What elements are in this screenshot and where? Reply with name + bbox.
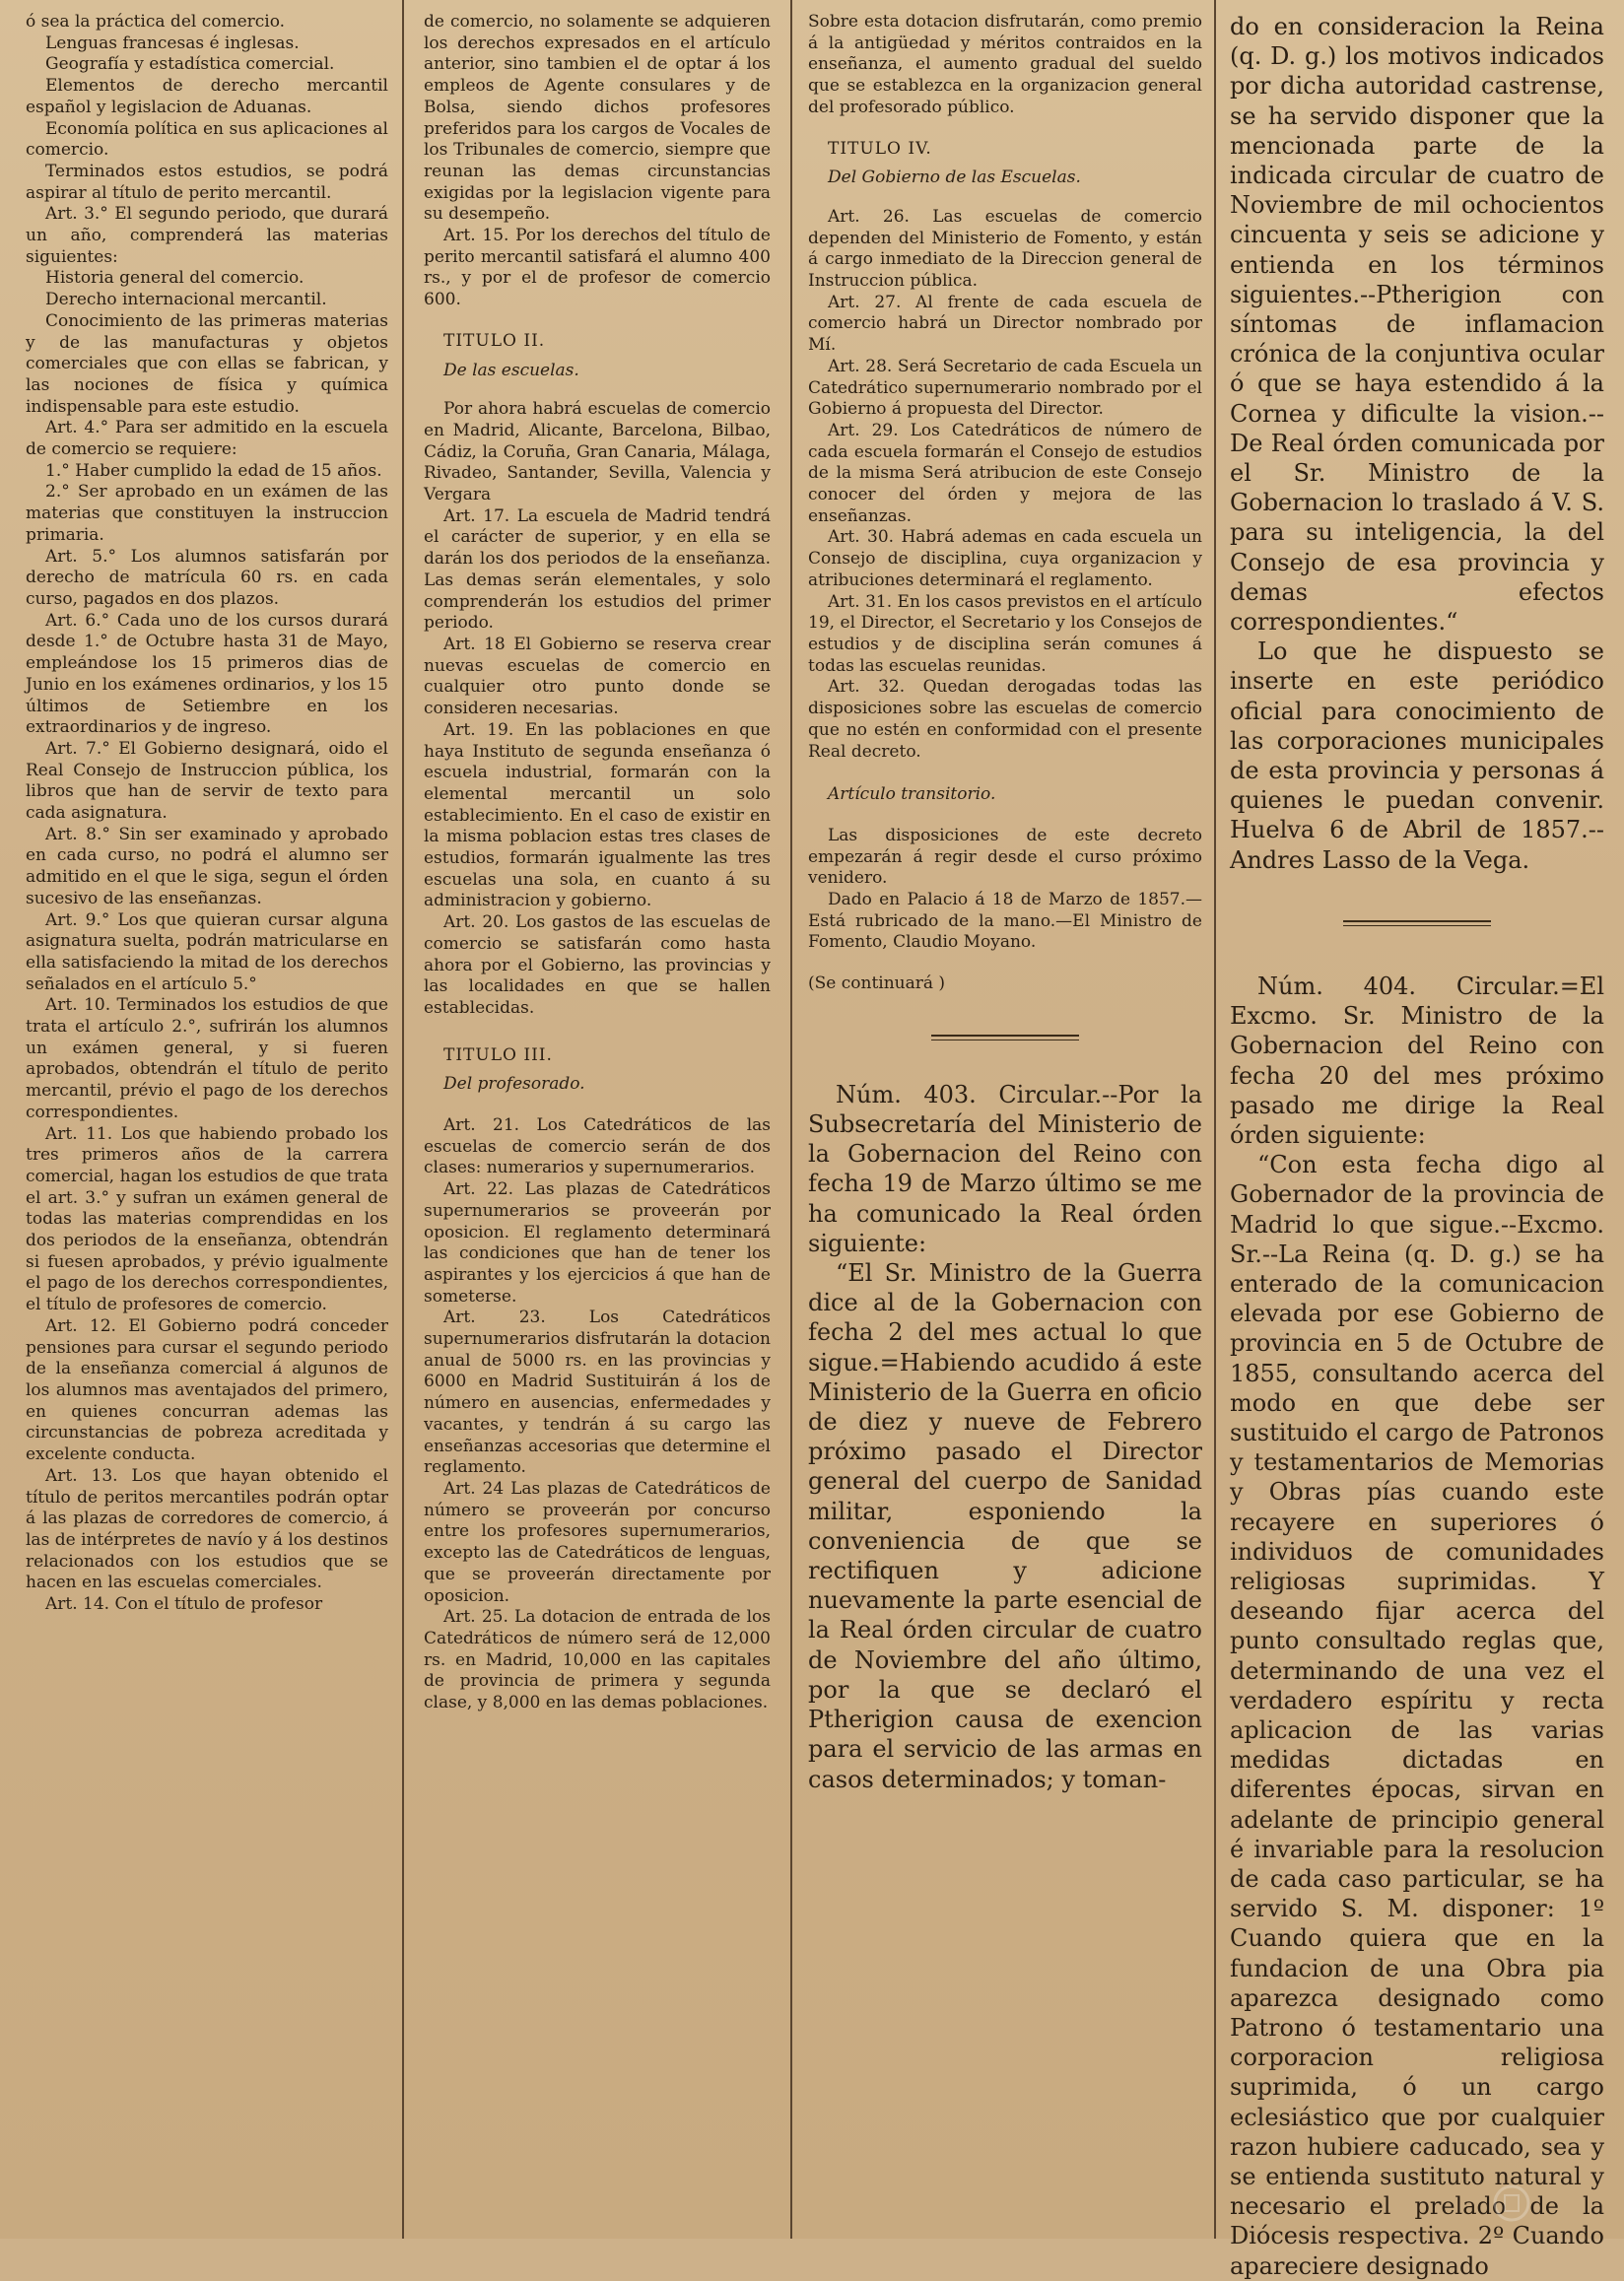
article: Art. 11. Los que habiendo probado los tres primeros años de la carrera comercial, hagan los estudios de que trata el art. 3.° y sufran un exámen general de todas las materias comprendidas en los dos periodos de la enseñanza, obtendrán si fuesen aprobados, y prévio igualmente el pago de los derechos correspondientes, el título de profesores de comercio.	[26, 1123, 388, 1315]
article: Art. 5.° Los alumnos satisfarán por derecho de matrícula 60 rs. en cada curso, pagados en dos plazos.	[26, 546, 388, 609]
section-subtitle: Del profesorado.	[443, 1074, 585, 1095]
section-subtitle: Del Gobierno de las Escuelas.	[828, 168, 1081, 188]
section-title: TITULO II.	[443, 330, 546, 351]
circular-paragraph: do en consideracion la Reina (q. D. g.) los motivos indicados por dicha autoridad castrense, se ha servido disponer que la mencionada parte de la indicada circular de cuatro de Noviembre de mil ochocientos cincuenta y seis se adicione y entienda en los términos siguientes.--Ptherigion con síntomas de inflamacion crónica de la conjuntiva ocular ó que se haya estendido á la Cornea y dificulte la vision.-- De Real órden comunicada por el Sr. Ministro de la Gobernacion lo traslado á V. S. para su inteligencia, la del Consejo de esa provincia y demas efectos correspondientes.“	[1230, 13, 1604, 637]
article: Art. 7.° El Gobierno designará, oido el Real Consejo de Instruccion pública, los libros que han de servir de texto para cada asignatura.	[26, 738, 388, 824]
article: Art. 3.° El segundo periodo, que durará un año, comprenderá las materias siguientes:	[26, 204, 388, 267]
watermark-icon	[1492, 2183, 1531, 2223]
paragraph: Terminados estos estudios, se podrá aspirar al título de perito mercantil.	[26, 161, 388, 203]
paragraph: Sobre esta dotacion disfrutarán, como premio á la antigüedad y méritos contraidos en la enseñanza, el aumento gradual del sueldo que se establezca en la organizacion general del profesorado público.	[808, 12, 1202, 117]
section-subtitle: De las escuelas.	[443, 360, 579, 380]
article: Art. 6.° Cada uno de los cursos durará desde 1.° de Octubre hasta 31 de Mayo, empleándose los 15 primeros dias de Junio en los exámenes ordinarios, y los 15 últimos de Setiembre en los extraordinarios y de ingreso.	[26, 610, 388, 738]
article: Art. 20. Los gastos de las escuelas de comercio se satisfarán como hasta ahora por el Gobierno, las provincias y las localidades en que se hallen establecidas.	[424, 912, 771, 1018]
article: Art. 30. Habrá ademas en cada escuela un Consejo de disciplina, cuya organizacion y atribuciones determinará el reglamento.	[808, 527, 1202, 590]
column-1	[26, 12, 388, 2229]
paragraph: Historia general del comercio.	[45, 268, 304, 289]
article: Art. 22. Las plazas de Catedráticos supernumerarios se proveerán por oposicion. El reglamento determinará las condiciones que han de tener los aspirantes y los ejercicios á que han de someterse.	[424, 1179, 771, 1307]
circular-paragraph: Lo que he dispuesto se inserte en este periódico oficial para conocimiento de las corporaciones municipales de esta provincia y personas á quienes le puedan convenir. Huelva 6 de Abril de 1857.--Andres Lasso de la Vega.	[1230, 637, 1604, 874]
paragraph: Lenguas francesas é inglesas.	[45, 33, 300, 53]
section-subtitle: Artículo transitorio.	[828, 784, 996, 805]
paragraph: Elementos de derecho mercantil español y legislacion de Aduanas.	[26, 76, 388, 117]
article: Art. 13. Los que hayan obtenido el título de peritos mercantiles podrán optar á las plazas de corredores de comercio, á las de intérpretes de navío y á los destinos relacionados con los estudios que se hacen en las escuelas comerciales.	[26, 1465, 388, 1593]
article: Art. 32. Quedan derogadas todas las disposiciones sobre las escuelas de comercio que no estén en conformidad con el presente Real decreto.	[808, 677, 1202, 762]
paragraph: Por ahora habrá escuelas de comercio en Madrid, Alicante, Barcelona, Bilbao, Cádiz, la Coruña, Gran Canaria, Málaga, Rivadeo, Santander, Sevilla, Valencia y Vergara	[424, 399, 771, 505]
article: Art. 8.° Sin ser examinado y aprobado en cada curso, no podrá el alumno ser admitido en el que le siga, segun el órden sucesivo de las enseñanzas.	[26, 824, 388, 908]
article: Art. 21. Los Catedráticos de las escuelas de comercio serán de dos clases: numerarios y supernumerarios.	[424, 1115, 771, 1178]
paragraph: Dado en Palacio á 18 de Marzo de 1857.—Está rubricado de la mano.—El Ministro de Fomento, Claudio Moyano.	[808, 890, 1202, 953]
paragraph: 1.° Haber cumplido la edad de 15 años.	[45, 460, 382, 481]
column-2	[424, 12, 771, 2229]
column-rule	[790, 0, 792, 2239]
paragraph: Economía política en sus aplicaciones al comercio.	[26, 118, 388, 161]
article: Art. 26. Las escuelas de comercio dependen del Ministerio de Fomento, y están á cargo inmediato de la Direccion general de Instruccion pública.	[808, 206, 1202, 292]
article: Art. 25. La dotacion de entrada de los Catedráticos de número será de 12,000 rs. en Madrid, 10,000 en las capitales de provincia de primera y segunda clase, y 8,000 en las demas poblaciones.	[424, 1607, 771, 1713]
article: Art. 12. El Gobierno podrá conceder pensiones para cursar el segundo periodo de la enseñanza comercial á algunos de los alumnos mas aventajados del primero, en quienes concurran ademas las circunstancias de pobreza acreditada y excelente conducta.	[26, 1315, 388, 1465]
article: Art. 19. En las poblaciones en que haya Instituto de segunda enseñanza ó escuela industrial, formarán con la elemental mercantil un solo establecimiento. En el caso de existir en la misma poblacion estas tres clases de estudios, formarán igualmente las tres escuelas una sola, en cuanto á su administracion y gobierno.	[424, 719, 771, 911]
article: Art. 29. Los Catedráticos de número de cada escuela formarán el Consejo de estudios de la misma Será atribucion de este Consejo conocer del órden y mejora de las enseñanzas.	[808, 420, 1202, 526]
continued-note: (Se continuará )	[808, 973, 946, 994]
article: Art. 10. Terminados los estudios de que trata el artículo 2.°, sufrirán los alumnos un exámen general, y si fueren aprobados, obtendrán el título de perito mercantil, prévio el pago de los derechos correspondientes.	[26, 995, 388, 1122]
column-rule	[402, 0, 404, 2239]
archive-watermark	[1492, 2181, 1610, 2225]
article: Art. 18 El Gobierno se reserva crear nuevas escuelas de comercio en cualquier otro punto donde se consideren necesarias.	[424, 634, 771, 719]
paragraph: ó sea la práctica del comercio.	[26, 12, 286, 32]
article: Art. 4.° Para ser admitido en la escuela de comercio se requiere:	[26, 418, 388, 460]
section-title: TITULO III.	[443, 1044, 553, 1065]
circular-paragraph: “Con esta fecha digo al Gobernador de la provincia de Madrid lo que sigue.--Excmo. Sr.--La Reina (q. D. g.) se ha enterado de la comunicacion elevada por ese Gobierno de provincia en 5 de Octubre de 1855, consultando acerca del modo en que debe ser sustituido el cargo de Patronos y testamentarios de Memorias y Obras pías cuando este recayere en superiores ó individuos de comunidades religiosas suprimidas. Y deseando fijar acerca del punto consultado reglas que, determinando de una vez el verdadero espíritu y recta aplicacion de las varias medidas dictadas en diferentes épocas, sirvan en adelante de principio general é invariable para la resolucion de cada caso particular, se ha servido S. M. disponer: 1º Cuando quiera que en la fundacion de una Obra pia aparezca designado como Patrono ó testamentario una corporacion religiosa suprimida, ó un cargo eclesiástico que por cualquier razon hubiere caducado, sea y se entienda sustituto natural y necesario el prelado de la Diócesis respectiva. 2º Cuando apareciere designado	[1230, 1151, 1604, 2280]
article: Art. 17. La escuela de Madrid tendrá el carácter de superior, y en ella se darán los dos periodos de la enseñanza. Las demas serán elementales, y solo comprenderán los estudios del primer periodo.	[424, 505, 771, 634]
paragraph: Geografía y estadística comercial.	[45, 54, 335, 75]
article: Art. 24 Las plazas de Catedráticos de número se proveerán por concurso entre los profesores supernumerarios, excepto las de Catedráticos de lenguas, que se proveerán directamente por oposicion.	[424, 1479, 771, 1606]
article: Art. 9.° Los que quieran cursar alguna asignatura suelta, podrán matricularse en ella satisfaciendo la mitad de los derechos señalados en el artículo 5.°	[26, 909, 388, 994]
paragraph: 2.° Ser aprobado en un exámen de las materias que constituyen la instruccion primaria.	[26, 482, 388, 545]
article: Art. 15. Por los derechos del título de perito mercantil satisfará el alumno 400 rs., y por el de profesor de comercio 600.	[424, 226, 771, 310]
article: Art. 28. Será Secretario de cada Escuela un Catedrático supernumerario nombrado por el Gobierno á propuesta del Director.	[808, 356, 1202, 420]
column-3	[808, 12, 1202, 2229]
circular-paragraph: Núm. 403. Circular.--Por la Subsecretaría del Ministerio de la Gobernacion del Reino con fecha 19 de Marzo último se me ha comunicado la Real órden siguiente:	[808, 1080, 1202, 1257]
paragraph: Las disposiciones de este decreto empezarán á regir desde el curso próximo venidero.	[808, 825, 1202, 889]
section-title: TITULO IV.	[828, 138, 932, 159]
column-4	[1230, 12, 1604, 2280]
article: Art. 23. Los Catedráticos supernumerarios disfrutarán la dotacion anual de 5000 rs. en las provincias y 6000 en Madrid Sustituirán á los de número en ausencias, enfermedades y vacantes, y tendrán á su cargo las enseñanzas accesorias que determine el reglamento.	[424, 1308, 771, 1478]
circular-paragraph: Núm. 404. Circular.=El Excmo. Sr. Ministro de la Gobernacion del Reino con fecha 20 del mes próximo pasado me dirige la Real órden siguiente:	[1230, 972, 1604, 1149]
article: Art. 31. En los casos previstos en el artículo 19, el Director, el Secretario y los Consejos de estudios y de disciplina serán comunes á todas las escuelas reunidas.	[808, 591, 1202, 676]
article: Art. 27. Al frente de cada escuela de comercio habrá un Director nombrado por Mí.	[808, 292, 1202, 356]
paragraph: Conocimiento de las primeras materias y de las manufacturas y objetos comerciales que con ellas se fabrican, y las nociones de física y química indispensable para este estudio.	[26, 310, 388, 417]
paragraph: Derecho internacional mercantil.	[45, 290, 327, 310]
column-rule	[1214, 0, 1216, 2239]
circular-paragraph: “El Sr. Ministro de la Guerra dice al de la Gobernacion con fecha 2 del mes actual lo que sigue.=Habiendo acudido á este Ministerio de la Guerra en oficio de diez y nueve de Febrero próximo pasado el Director general del cuerpo de Sanidad militar, esponiendo la conveniencia de que se rectifiquen y adicione nuevamente la parte esencial de la Real órden circular de cuatro de Noviembre del año último, por la que se declaró el Ptherigion causa de exencion para el servicio de las armas en casos determinados; y toman-	[808, 1259, 1202, 1793]
paragraph: de comercio, no solamente se adquieren los derechos expresados en el artículo anterior, sino tambien el de optar á los empleos de Agente consulares y de Bolsa, siendo dichos profesores preferidos para los cargos de Vocales de los Tribunales de comercio, siempre que reunan las demas circunstancias exigidas por la legislacion vigente para su desempeño.	[424, 12, 771, 225]
article: Art. 14. Con el título de profesor	[45, 1594, 323, 1615]
